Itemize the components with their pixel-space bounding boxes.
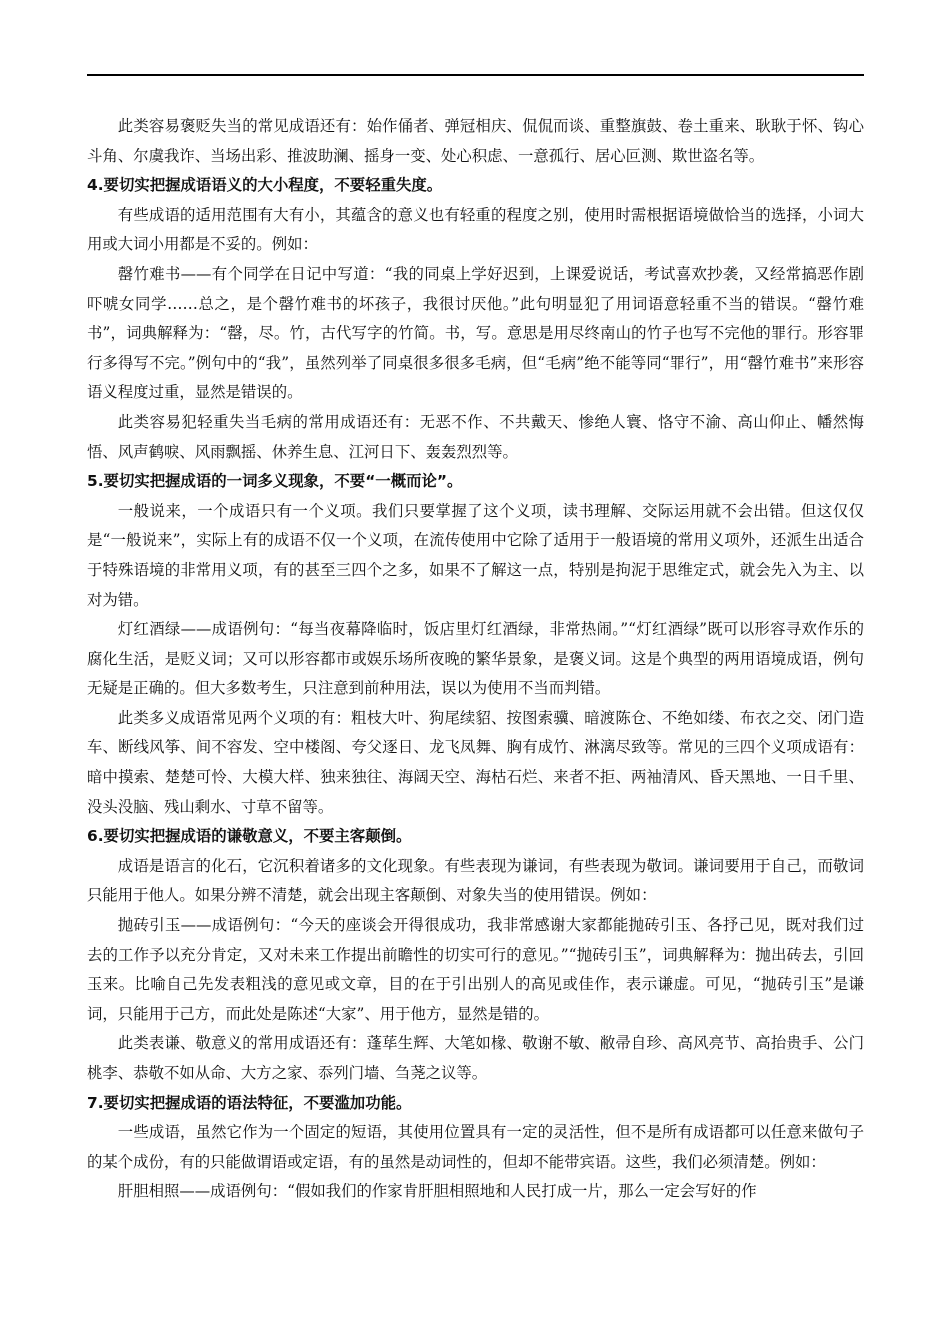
paragraph-honorific-intro: 成语是语言的化石，它沉积着诸多的文化现象。有些表现为谦词，有些表现为敬词。谦词要用于自己，而敬词只能用于他人。如果分辨不清楚，就会出现主客颠倒、对象失当的使用错误。例如： [87, 856, 864, 905]
paragraph-polysemy-intro: 一般说来，一个成语只有一个义项。我们只要掌握了这个义项，读书理解、交际运用就不会出错。但这仅仅是“一般说来”，实际上有的成语不仅一个义项，在流传使用中它除了适用于一般语境的常用义项外，还派生出适合于特殊语境的非常用义项，有的甚至三四个之多，如果不了解这一点，特别是拘泥于思维定式，就会先入为主、以对为错。 [87, 501, 864, 609]
paragraph-polysemy-examples: 此类多义成语常见两个义项的有：粗枝大叶、狗尾续貂、按图索骥、暗渡陈仓、不绝如缕、布衣之交、闭门造车、断线风筝、间不容发、空中楼阁、夸父逐日、龙飞凤舞、胸有成竹、淋漓尽致等。常见的三四个义项成语有：暗中摸索、楚楚可怜、大模大样、独来独往、海阔天空、海枯石烂、来者不拒、两袖清风、昏天黑地、一日千里、没头没脑、残山剩水、寸草不留等。 [87, 708, 864, 816]
section-heading-6: 6.要切实把握成语的谦敬意义，不要主客颠倒。 [87, 827, 412, 846]
paragraph-honorific-examples: 此类表谦、敬意义的常用成语还有：蓬荜生辉、大笔如椽、敬谢不敏、敝帚自珍、高风亮节、高抬贵手、公门桃李、恭敬不如从命、大方之家、忝列门墙、刍荛之议等。 [87, 1034, 864, 1082]
document-body [87, 112, 864, 1207]
paragraph-grammar-intro: 一些成语，虽然它作为一个固定的短语，其使用位置具有一定的灵活性，但不是所有成语都可以任意来做句子的某个成份，有的只能做谓语或定语，有的虽然是动词性的，但却不能带宾语。这些，我们必须清楚。例如： [87, 1123, 864, 1171]
paragraph-qingzhu-example: 罄竹难书——有个同学在日记中写道：“我的同桌上学好迟到，上课爱说话，考试喜欢抄袭，又经常搞恶作剧吓唬女同学……总之，是个罄竹难书的坏孩子，我很讨厌他。”此句明显犯了用词语意轻重不当的错误。“罄竹难书”，词典解释为：“罄，尽。竹，古代写字的竹简。书，写。意思是用尽终南山的竹子也写不完他的罪行。形容罪行多得写不完。”例句中的“我”，虽然列举了同桌很多很多毛病，但“毛病”绝不能等同“罪行”，用“罄竹难书”来形容语义程度过重，显然是错误的。 [87, 264, 864, 402]
paragraph-degree-intro: 有些成语的适用范围有大有小，其蕴含的意义也有轻重的程度之别，使用时需根据语境做恰当的选择，小词大用或大词小用都是不妥的。例如： [87, 205, 864, 254]
paragraph-denghong-example: 灯红酒绿——成语例句：“每当夜幕降临时，饭店里灯红酒绿，非常热闹。”“灯红酒绿”既可以形容寻欢作乐的腐化生活，是贬义词；又可以形容都市或娱乐场所夜晚的繁华景象，是褒义词。这是个典型的两用语境成语，例句无疑是正确的。但大多数考生，只注意到前种用法，误以为使用不当而判错。 [87, 620, 864, 698]
paragraph-gandan-example: 肝胆相照——成语例句：“假如我们的作家肯肝胆相照地和人民打成一片，那么一定会写好的作 [117, 1182, 757, 1201]
paragraph-degree-examples: 此类容易犯轻重失当毛病的常用成语还有：无恶不作、不共戴天、惨绝人寰、恪守不渝、高山仰止、幡然悔悟、风声鹤唳、风雨飘摇、休养生息、江河日下、轰轰烈烈等。 [87, 412, 864, 461]
section-heading-7: 7.要切实把握成语的语法特征，不要滥加功能。 [87, 1093, 412, 1112]
header-rule [87, 74, 864, 76]
paragraph-derogatory-examples: 此类容易褒贬失当的常见成语还有：始作俑者、弹冠相庆、侃侃而谈、重整旗鼓、卷土重来、耿耿于怀、钩心斗角、尔虞我诈、当场出彩、推波助澜、摇身一变、处心积虑、一意孤行、居心叵测、欺世盗名等。 [87, 117, 864, 165]
paragraph-paozhuan-example: 抛砖引玉——成语例句：“今天的座谈会开得很成功，我非常感谢大家都能抛砖引玉、各抒己见，既对我们过去的工作予以充分肯定，又对未来工作提出前瞻性的切实可行的意见。”“抛砖引玉”，词典解释为：抛出砖去，引回玉来。比喻自己先发表粗浅的意见或文章，目的在于引出别人的高见或佳作，表示谦虚。可见，“抛砖引玉”是谦词，只能用于己方，而此处是陈述“大家”、用于他方，显然是错的。 [87, 916, 864, 1023]
section-heading-4: 4.要切实把握成语语义的大小程度，不要轻重失度。 [87, 176, 443, 195]
section-heading-5: 5.要切实把握成语的一词多义现象，不要“一概而论”。 [87, 472, 463, 491]
